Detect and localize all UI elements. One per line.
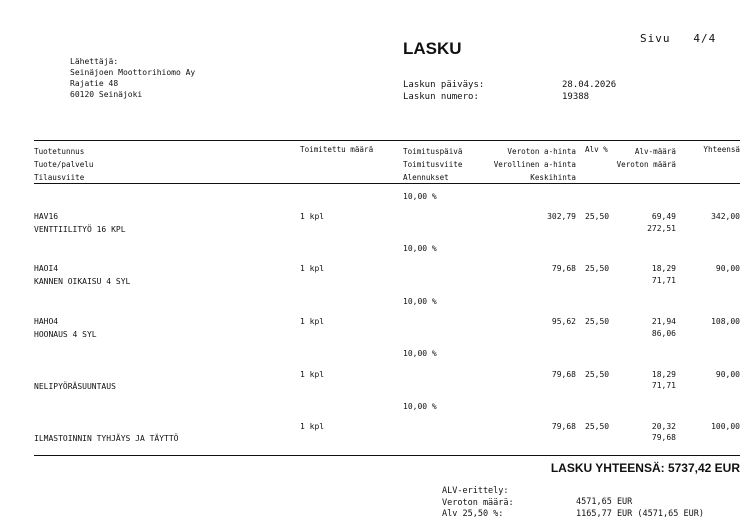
header-vat-pct: Alv % — [585, 145, 608, 154]
row-name: HOONAUS 4 SYL — [34, 330, 97, 339]
row-net-amount: 272,51 — [647, 224, 676, 233]
header-product-code: Tuotetunnus — [34, 147, 85, 156]
row-vat-pct: 25,50 — [585, 317, 610, 326]
row-code: HAHO4 — [34, 317, 59, 326]
invoice-date: 28.04.2026 — [562, 80, 617, 90]
page-label: Sivu — [640, 32, 671, 45]
header-total: Yhteensä — [703, 145, 740, 154]
page-value: 4/4 — [693, 32, 717, 45]
row-vat-amount: 21,94 — [651, 317, 676, 326]
header-col-product — [34, 145, 93, 184]
header-delivery-date: Toimituspäivä — [403, 147, 463, 156]
header-product-service: Tuote/palvelu — [34, 160, 94, 169]
header-rule-top — [34, 140, 740, 141]
row-unit-price: 302,79 — [547, 212, 576, 221]
sender-city: 60120 Seinäjoki — [70, 90, 143, 99]
row-discount: 10,00 % — [403, 297, 437, 306]
row-qty: 1 kpl — [300, 264, 325, 273]
row-total: 90,00 — [715, 264, 740, 273]
header-delivery-ref: Toimitusviite — [403, 160, 463, 169]
header-col-amounts — [617, 145, 676, 171]
row-total: 108,00 — [711, 317, 740, 326]
row-code: HAV16 — [34, 212, 59, 221]
row-net-amount: 71,71 — [651, 276, 676, 285]
row-qty: 1 kpl — [300, 422, 325, 431]
row-name: KANNEN OIKAISU 4 SYL — [34, 277, 131, 286]
row-net-amount: 79,68 — [651, 433, 676, 442]
header-order-ref: Tilausviite — [34, 173, 85, 182]
row-vat-pct: 25,50 — [585, 264, 610, 273]
header-avg-price: Keskihinta — [530, 173, 576, 182]
row-unit-price: 79,68 — [551, 264, 576, 273]
invoice-meta — [403, 79, 484, 103]
vat-net-label: Veroton määrä: — [442, 497, 514, 508]
row-vat-amount: 20,32 — [651, 422, 676, 431]
grand-total: LASKU YHTEENSÄ: 5737,42 EUR — [550, 461, 740, 475]
vat-rate-label: Alv 25,50 %: — [442, 509, 504, 519]
header-rule-bottom — [34, 183, 740, 184]
header-unit-price-net: Veroton a-hinta — [507, 147, 576, 156]
invoice-number: 19388 — [562, 92, 590, 102]
row-vat-amount: 69,49 — [651, 212, 676, 221]
vat-rate-value: 1165,77 EUR (4571,65 EUR) — [576, 508, 704, 519]
row-total: 100,00 — [711, 422, 740, 431]
row-name: ILMASTOINNIN TYHJÄYS JA TÄYTTÖ — [34, 434, 179, 443]
invoice-title: LASKU — [403, 39, 462, 58]
row-discount: 10,00 % — [403, 244, 437, 253]
row-qty: 1 kpl — [300, 370, 325, 379]
row-unit-price: 79,68 — [551, 370, 576, 379]
header-col-price — [494, 145, 576, 184]
header-col-delivery — [403, 145, 462, 184]
header-net-amount: Veroton määrä — [616, 160, 676, 169]
row-discount: 10,00 % — [403, 192, 437, 201]
header-discounts: Alennukset — [403, 173, 449, 182]
header-delivered-qty: Toimitettu määrä — [300, 145, 374, 154]
sender-name: Seinäjoen Moottorihiomo Ay — [70, 68, 196, 77]
sender-street: Rajatie 48 — [70, 79, 119, 88]
vat-summary-label: ALV-erittely: — [442, 486, 509, 496]
row-vat-pct: 25,50 — [585, 422, 610, 431]
totals-rule — [34, 455, 740, 456]
vat-summary-labels — [442, 486, 514, 521]
row-unit-price: 95,62 — [551, 317, 576, 326]
row-net-amount: 86,06 — [651, 329, 676, 338]
invoice-meta-values — [562, 79, 616, 103]
sender-label: Lähettäjä: — [70, 57, 119, 66]
row-qty: 1 kpl — [300, 317, 325, 326]
header-unit-price-gross: Verollinen a-hinta — [493, 160, 576, 169]
row-code: HAOI4 — [34, 264, 59, 273]
header-vat-amount: Alv-määrä — [634, 147, 676, 156]
invoice-date-label: Laskun päiväys: — [403, 80, 485, 90]
vat-summary-values — [576, 497, 704, 520]
page-number — [640, 32, 716, 45]
row-qty: 1 kpl — [300, 212, 325, 221]
row-discount: 10,00 % — [403, 402, 437, 411]
sender-block — [70, 56, 195, 100]
row-unit-price: 79,68 — [551, 422, 576, 431]
row-net-amount: 71,71 — [651, 381, 676, 390]
vat-net-value: 4571,65 EUR — [576, 497, 633, 507]
row-vat-amount: 18,29 — [651, 370, 676, 379]
row-vat-pct: 25,50 — [585, 212, 610, 221]
row-total: 90,00 — [715, 370, 740, 379]
row-vat-pct: 25,50 — [585, 370, 610, 379]
row-name: NELIPYÖRÄSUUNTAUS — [34, 382, 116, 391]
invoice-number-label: Laskun numero: — [403, 92, 479, 102]
row-discount: 10,00 % — [403, 349, 437, 358]
row-name: VENTTIILITYÖ 16 KPL — [34, 225, 126, 234]
row-total: 342,00 — [711, 212, 740, 221]
row-vat-amount: 18,29 — [651, 264, 676, 273]
